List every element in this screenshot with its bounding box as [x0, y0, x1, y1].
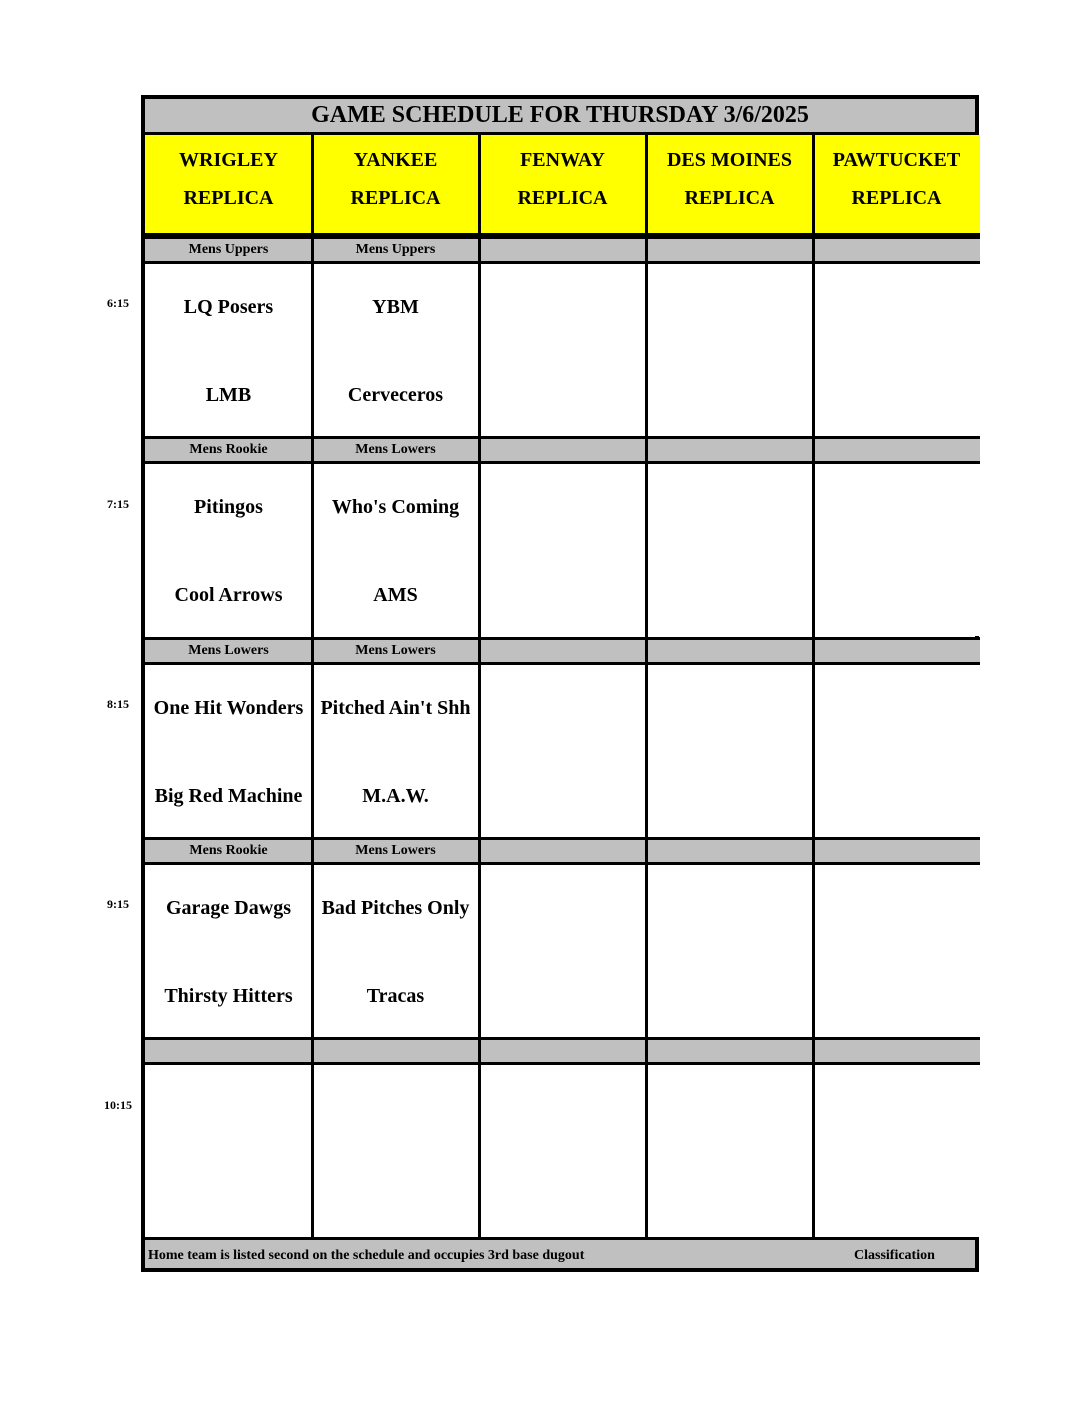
away-team: Pitingos	[194, 496, 263, 518]
game-cell	[479, 264, 646, 436]
division-label	[646, 236, 813, 264]
division-label	[312, 1037, 479, 1065]
home-team: Cerveceros	[347, 384, 444, 406]
game-cell	[479, 464, 646, 636]
game-cell	[479, 1065, 646, 1237]
field-subtitle: REPLICA	[183, 187, 274, 209]
division-label	[479, 837, 646, 865]
division-label: Mens Lowers	[145, 637, 312, 665]
game-cell	[646, 264, 813, 436]
field-name: DES MOINES	[666, 149, 793, 171]
division-label: Mens Uppers	[312, 236, 479, 264]
division-label	[813, 837, 980, 865]
away-team: Garage Dawgs	[166, 897, 291, 919]
game-cell	[479, 665, 646, 837]
field-subtitle: REPLICA	[517, 187, 608, 209]
division-label: Mens Lowers	[312, 637, 479, 665]
division-label	[813, 436, 980, 464]
time-label: 7:15	[107, 497, 129, 511]
field-name: WRIGLEY	[179, 149, 278, 171]
footer-note: Home team is listed second on the schedule and occupies 3rd base dugout	[148, 1248, 585, 1263]
division-label	[479, 236, 646, 264]
division-label: Mens Uppers	[145, 236, 312, 264]
schedule-table	[141, 95, 979, 1272]
division-label: Mens Lowers	[312, 837, 479, 865]
game-cell	[813, 1065, 980, 1237]
field-subtitle: REPLICA	[851, 187, 942, 209]
game-cell	[646, 1065, 813, 1237]
game-cell	[312, 464, 479, 636]
game-cell	[813, 865, 980, 1037]
home-team: Cool Arrows	[174, 584, 283, 606]
division-label	[813, 236, 980, 264]
game-cell	[813, 264, 980, 436]
game-cell	[312, 865, 479, 1037]
field-header	[479, 135, 646, 236]
home-team: AMS	[373, 584, 418, 606]
column-divider	[478, 135, 481, 1237]
division-label: Mens Rookie	[145, 837, 312, 865]
column-divider	[812, 135, 815, 1237]
schedule-title: GAME SCHEDULE FOR THURSDAY 3/6/2025	[145, 99, 975, 135]
field-name: YANKEE	[353, 149, 438, 171]
game-cell	[145, 865, 312, 1037]
away-team: Pitched Ain't Shh	[320, 697, 471, 719]
field-header	[145, 135, 312, 236]
game-cell	[145, 264, 312, 436]
game-cell	[312, 1065, 479, 1237]
home-team: LMB	[205, 384, 252, 406]
division-label	[646, 837, 813, 865]
division-label	[813, 1037, 980, 1065]
column-divider	[311, 135, 314, 1237]
time-label: 6:15	[107, 296, 129, 310]
away-team: Bad Pitches Only	[321, 897, 470, 919]
time-label: 10:15	[104, 1098, 132, 1112]
division-label: Mens Lowers	[312, 436, 479, 464]
division-label	[646, 436, 813, 464]
game-cell	[145, 1065, 312, 1237]
game-cell	[646, 865, 813, 1037]
game-cell	[479, 865, 646, 1037]
column-divider	[645, 135, 648, 1237]
classification-label: Classification	[854, 1248, 935, 1263]
division-label	[813, 637, 980, 665]
game-cell	[145, 665, 312, 837]
away-team: LQ Posers	[183, 296, 274, 318]
division-label: Mens Rookie	[145, 436, 312, 464]
game-cell	[312, 665, 479, 837]
field-header	[312, 135, 479, 236]
field-subtitle: REPLICA	[684, 187, 775, 209]
home-team: Thirsty Hitters	[164, 985, 293, 1007]
division-label	[646, 637, 813, 665]
game-cell	[312, 264, 479, 436]
time-label: 8:15	[107, 697, 129, 711]
field-header	[646, 135, 813, 236]
field-header	[813, 135, 980, 236]
division-label	[479, 637, 646, 665]
division-label	[479, 436, 646, 464]
game-cell	[646, 665, 813, 837]
away-team: Who's Coming	[331, 496, 460, 518]
game-cell	[813, 464, 980, 636]
game-cell	[145, 464, 312, 636]
home-team: Big Red Machine	[154, 785, 303, 807]
division-label	[479, 1037, 646, 1065]
field-subtitle: REPLICA	[350, 187, 441, 209]
home-team: M.A.W.	[362, 785, 429, 807]
division-label	[145, 1037, 312, 1065]
game-cell	[813, 665, 980, 837]
field-name: FENWAY	[520, 149, 605, 171]
time-label: 9:15	[107, 897, 129, 911]
home-team: Tracas	[366, 985, 425, 1007]
away-team: YBM	[372, 296, 419, 318]
field-name: PAWTUCKET	[832, 149, 961, 171]
game-cell	[646, 464, 813, 636]
schedule-footer	[145, 1237, 975, 1268]
away-team: One Hit Wonders	[153, 697, 304, 719]
division-label	[646, 1037, 813, 1065]
